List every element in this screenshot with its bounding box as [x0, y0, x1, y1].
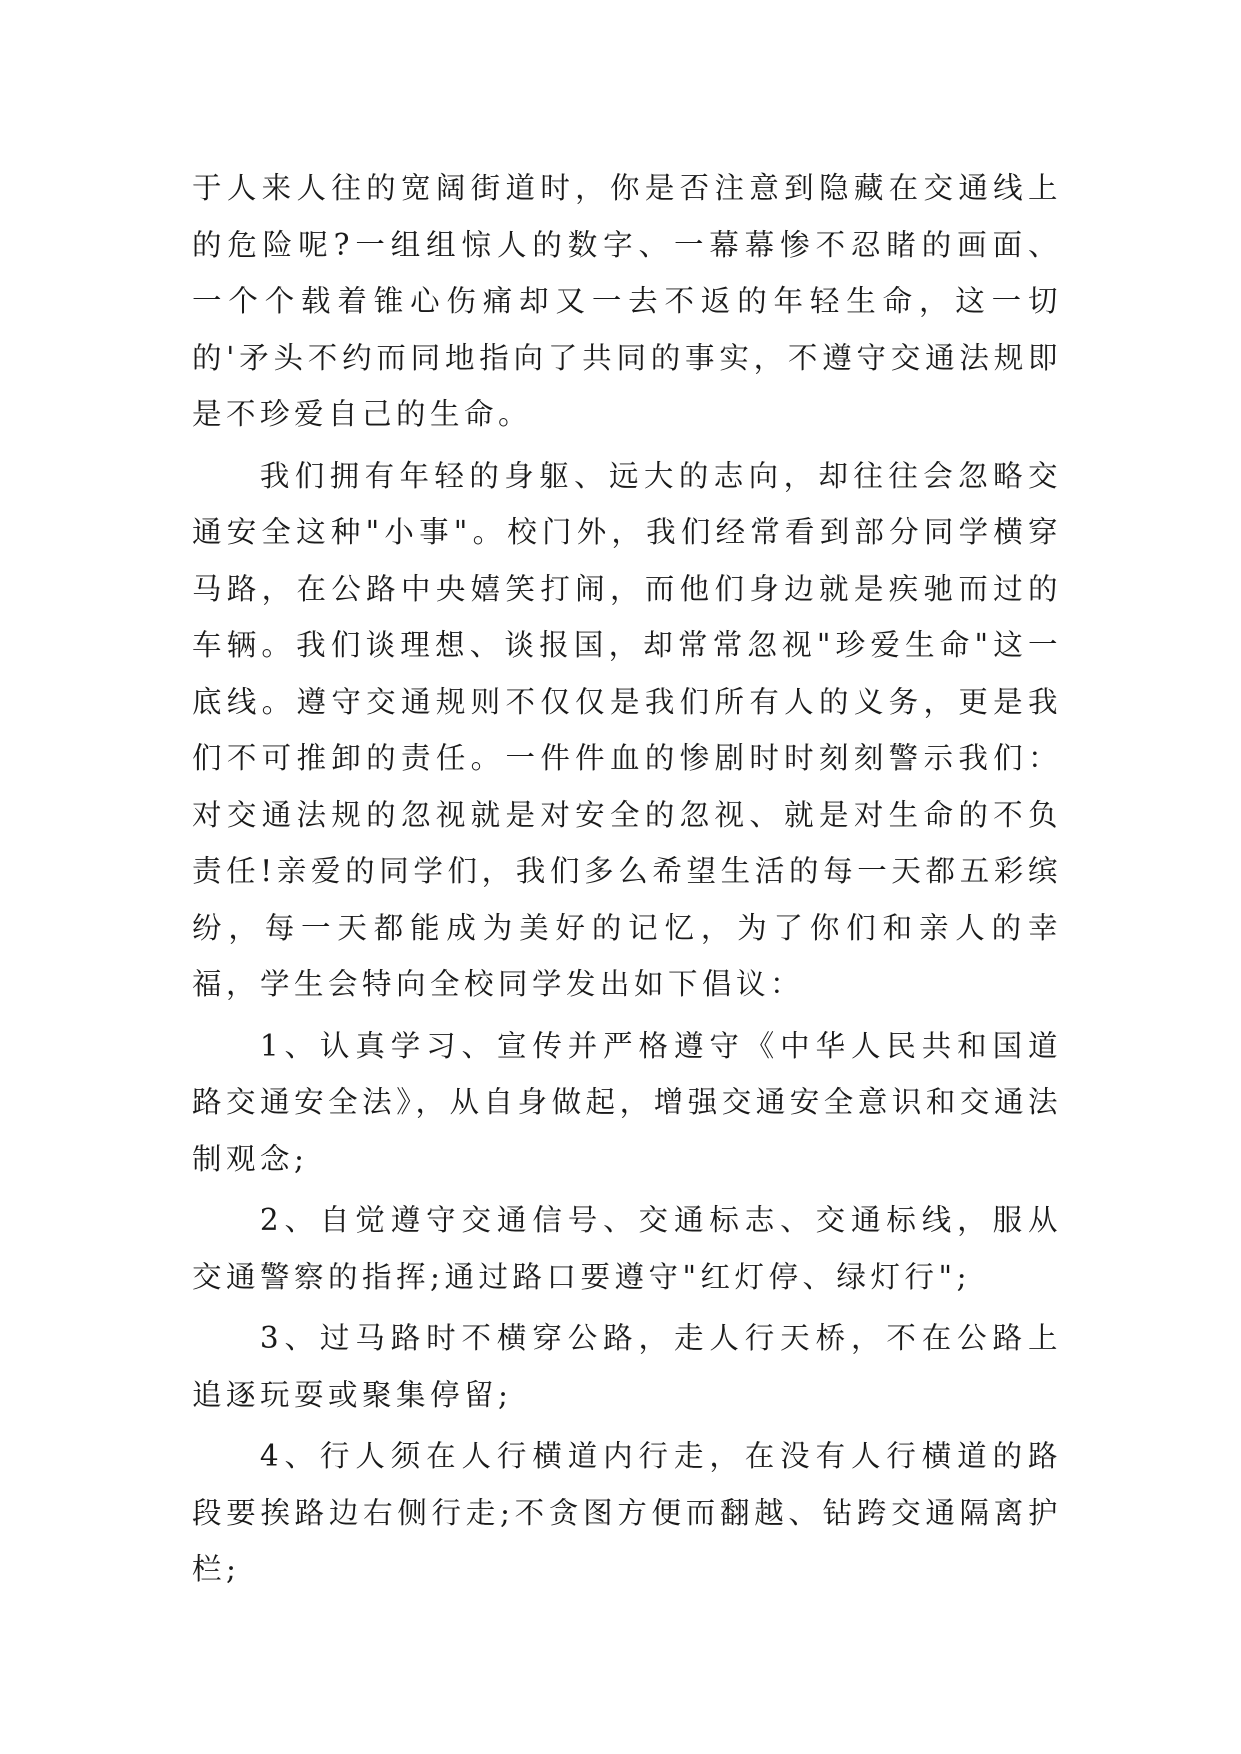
paragraph-item-3: 3、过马路时不横穿公路，走人行天桥，不在公路上追逐玩耍或聚集停留;	[192, 1321, 1062, 1412]
paragraph-main: 我们拥有年轻的身躯、远大的志向，却往往会忽略交通安全这种"小事"。校门外，我们经常看到部分同学横穿马路，在公路中央嬉笑打闹，而他们身边就是疾驰而过的车辆。我们谈理想、谈报国，却常常忽视"珍爱生命"这一底线。遵守交通规则不仅仅是我们所有人的义务，更是我们不可推卸的责任。一件件血的惨剧时时刻刻警示我们：对交通法规的忽视就是对安全的忽视、就是对生命的不负责任!亲爱的同学们，我们多么希望生活的每一天都五彩缤纷，每一天都能成为美好的记忆，为了你们和亲人的幸福，学生会特向全校同学发出如下倡议：	[192, 458, 1062, 1001]
paragraph-intro: 于人来人往的宽阔街道时，你是否注意到隐藏在交通线上的危险呢?一组组惊人的数字、一幕幕惨不忍睹的画面、一个个载着锥心伤痛却又一去不返的年轻生命，这一切的'矛头不约而同地指向了共同的事实，不遵守交通法规即是不珍爱自己的生命。	[192, 171, 1062, 431]
document-body	[192, 160, 1062, 1598]
paragraph-item-2: 2、自觉遵守交通信号、交通标志、交通标线，服从交通警察的指挥;通过路口要遵守"红灯停、绿灯行";	[192, 1203, 1062, 1294]
paragraph-item-4: 4、行人须在人行横道内行走，在没有人行横道的路段要挨路边右侧行走;不贪图方便而翻越、钻跨交通隔离护栏;	[192, 1439, 1062, 1586]
paragraph-item-1: 1、认真学习、宣传并严格遵守《中华人民共和国道路交通安全法》，从自身做起，增强交通安全意识和交通法制观念;	[192, 1028, 1062, 1176]
